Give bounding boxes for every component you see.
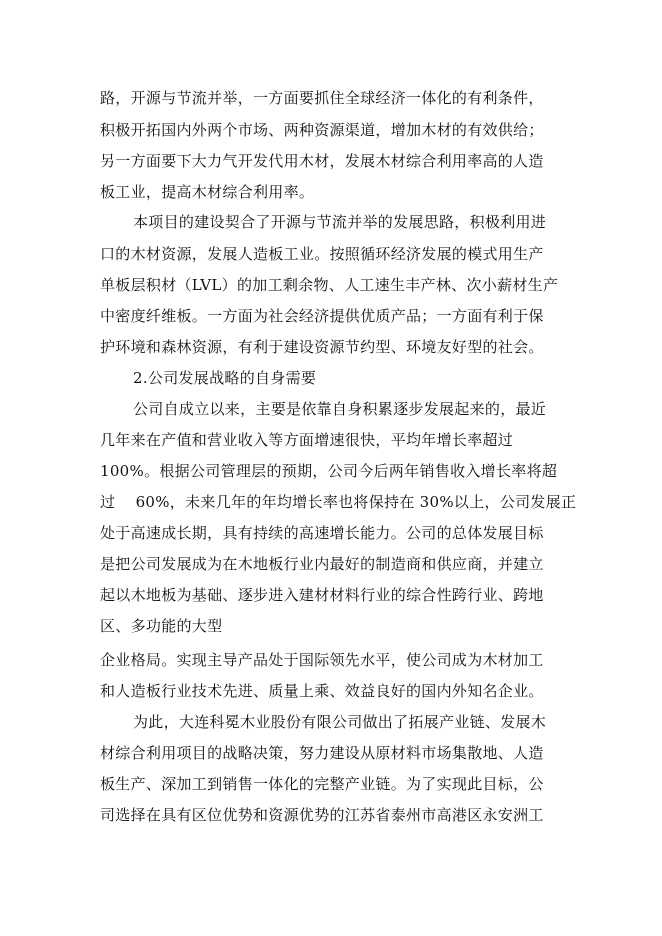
text-line-12: 几年来在产值和营业收入等方面增速很快，平均年增长率超过 [100,431,514,449]
text-line-18: 区、多功能的大型 [100,617,223,635]
paragraph-2-first-line: 公司自成立以来，主要是依靠自身积累逐步发展起来的，最近 [133,400,547,418]
text-line-1: 路，开源与节流并举，一方面要抓住全球经济一体化的有利条件， [100,89,544,107]
text-line-3: 另一方面要下大力气开发代用木材，发展木材综合利用率高的人造 [100,152,544,170]
text-line-9: 护环境和森林资源，有利于建设资源节约型、环境友好型的社会。 [100,338,544,356]
section-heading: 2.公司发展战略的自身需要 [133,369,317,387]
text-line-6: 口的木材资源，发展人造板工业。按照循环经济发展的模式用生产 [100,245,544,263]
text-line-7: 单板层积材（LVL）的加工剩余物、人工速生丰产林、次小薪材生产 [100,276,559,294]
text-line-17: 起以木地板为基础、逐步进入建材材料行业的综合性跨行业、跨地 [100,586,544,604]
text-line-16: 是把公司发展成为在木地板行业内最好的制造商和供应商，并建立 [100,555,544,573]
text-line-15: 处于高速成长期，具有持续的高速增长能力。公司的总体发展目标 [100,524,544,542]
text-line-8: 中密度纤维板。一方面为社会经济提供优质产品；一方面有利于保 [100,307,544,325]
paragraph-1-first-line: 本项目的建设契合了开源与节流并举的发展思路，积极利用进 [133,213,547,231]
text-line-22: 材综合利用项目的战略决策，努力建设从原材料市场集散地、人造 [100,744,544,762]
text-line-2: 积极开拓国内外两个市场、两种资源渠道，增加木材的有效供给； [100,121,544,139]
text-line-20: 和人造板行业技术先进、质量上乘、效益良好的国内外知名企业。 [100,682,544,700]
text-line-14: 过 60%，未来几年的年均增长率也将保持在 30%以上，公司发展正 [100,493,577,511]
text-line-4: 板工业，提高木材综合利用率。 [100,183,315,201]
text-line-24: 司选择在具有区位优势和资源优势的江苏省泰州市高港区永安洲工 [100,806,544,824]
text-line-19: 企业格局。实现主导产品处于国际领先水平，使公司成为木材加工 [100,651,544,669]
text-line-13: 100%。根据公司管理层的预期，公司今后两年销售收入增长率将超 [100,462,558,480]
text-line-23: 板生产、深加工到销售一体化的完整产业链。为了实现此目标，公 [100,775,544,793]
paragraph-3-first-line: 为此，大连科冕木业股份有限公司做出了拓展产业链、发展木 [133,713,547,731]
